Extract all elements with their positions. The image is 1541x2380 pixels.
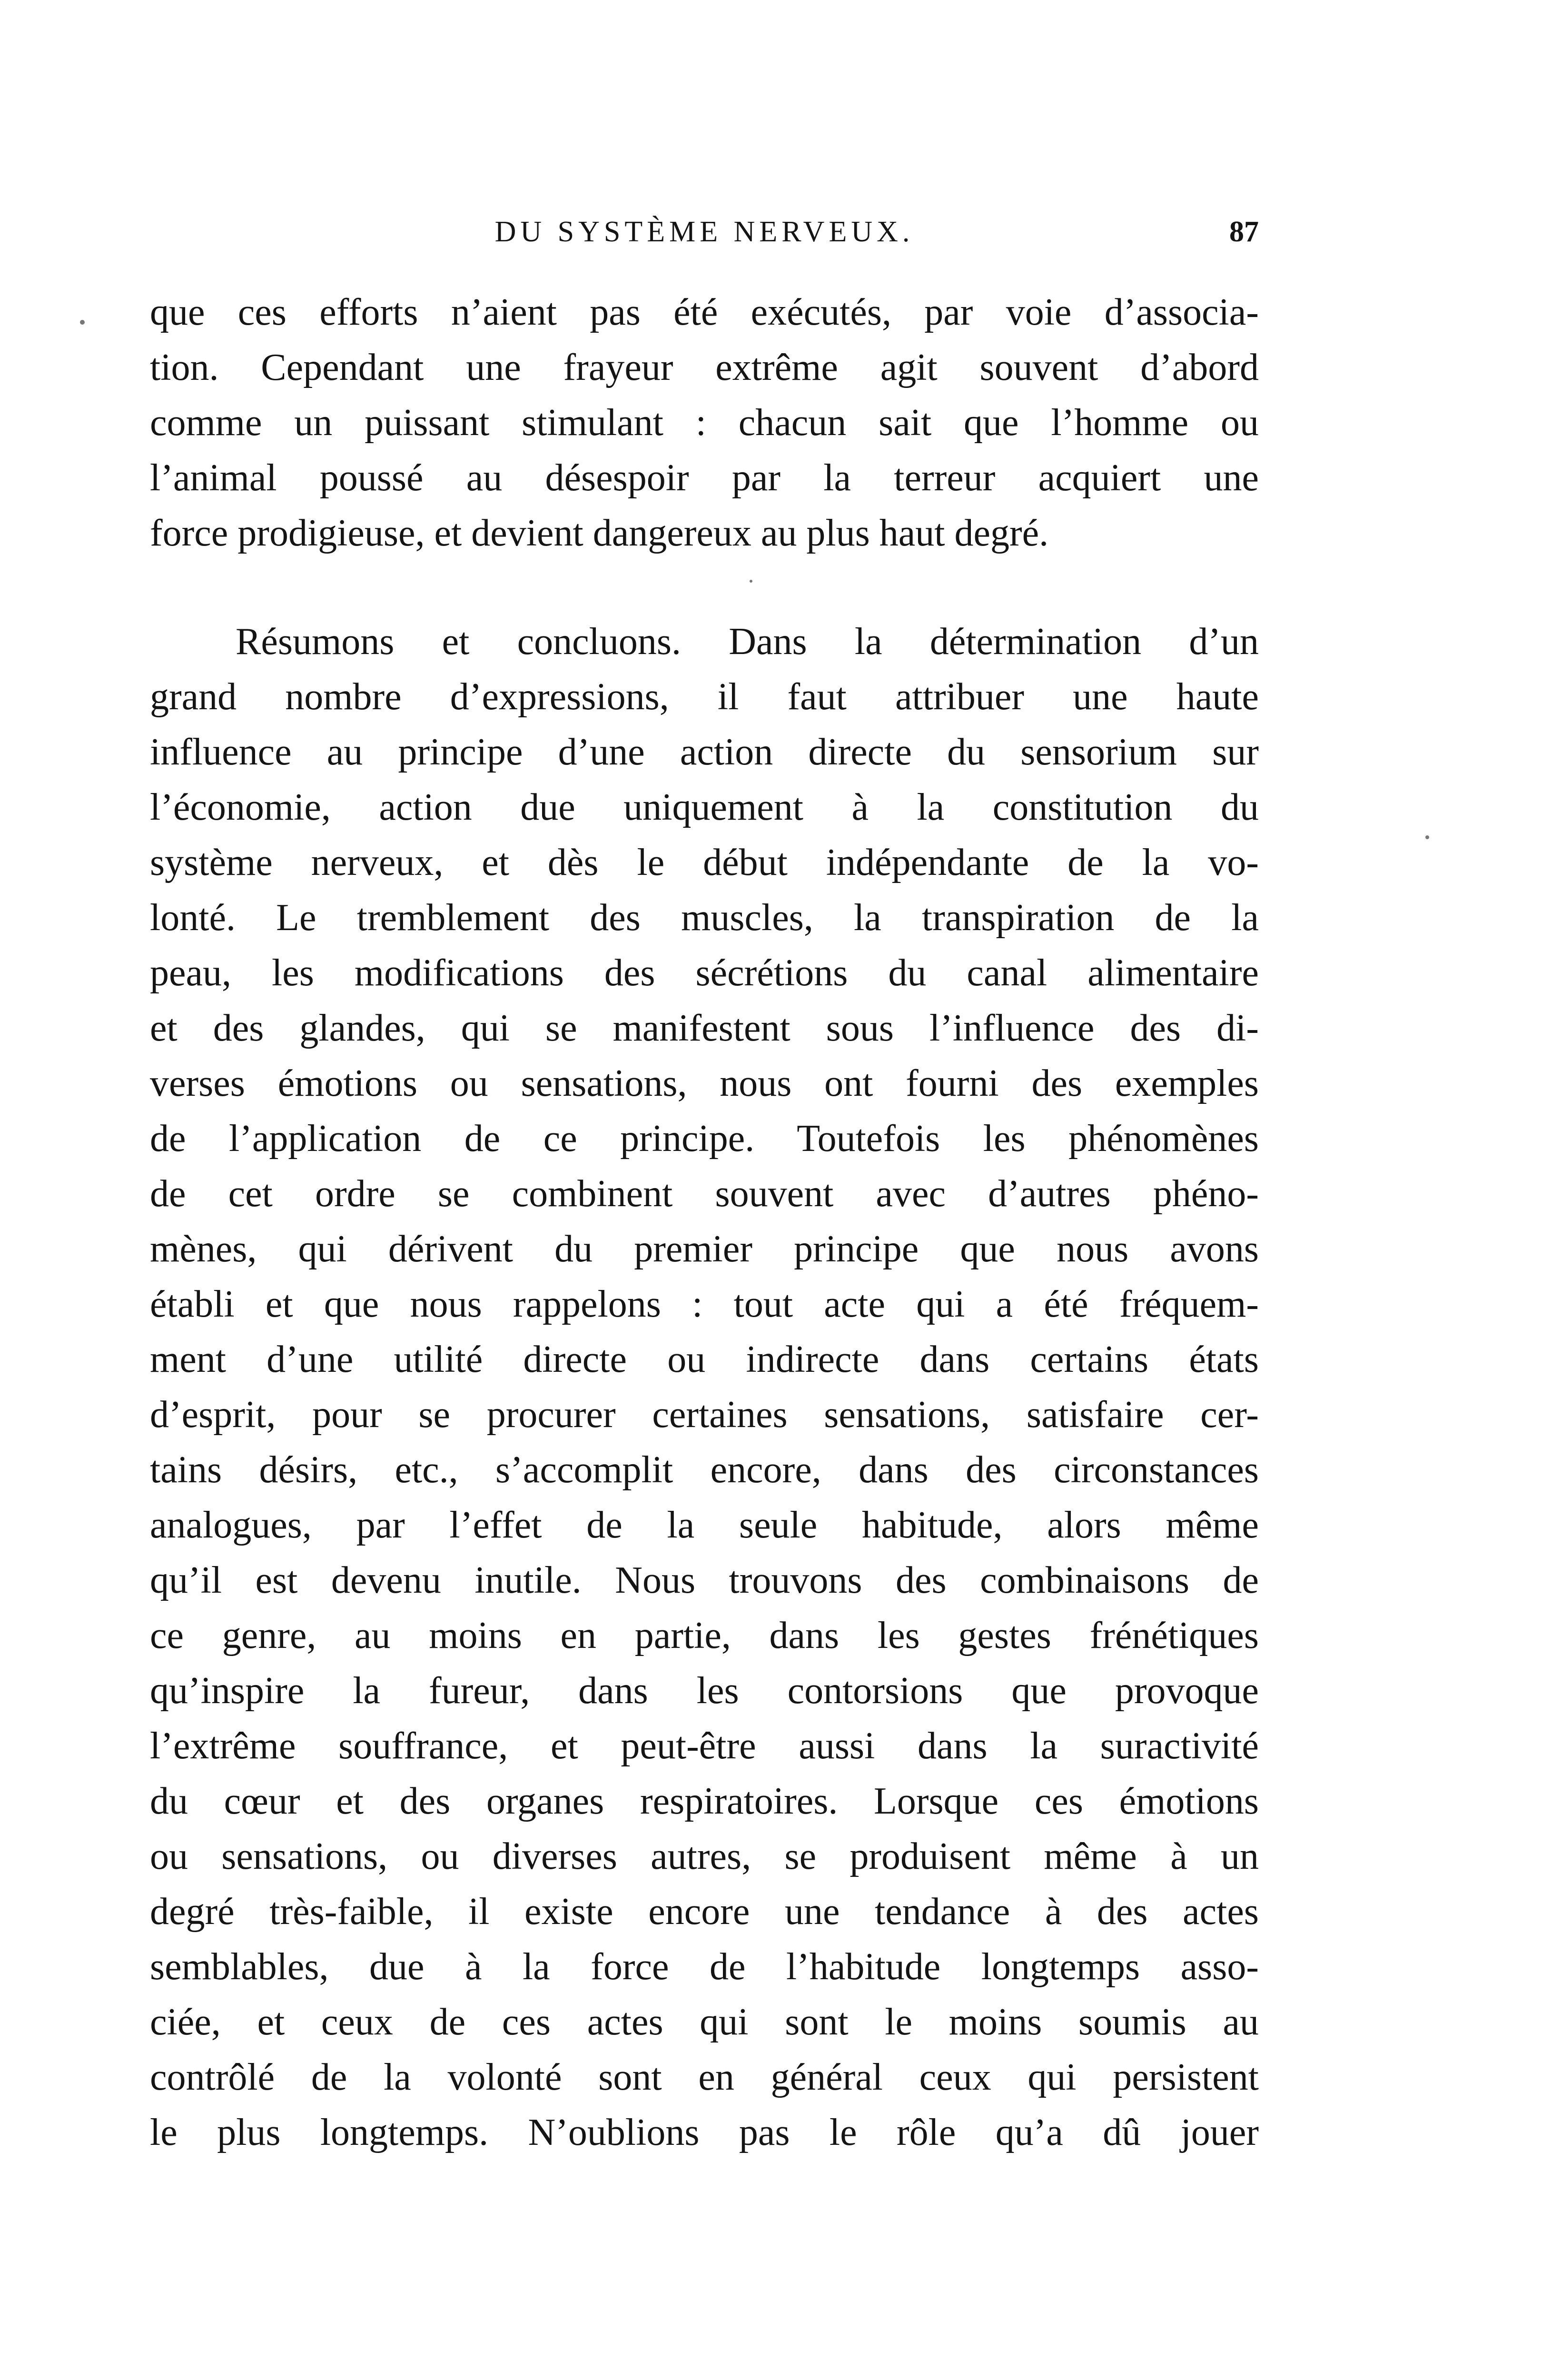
- text-line: ment d’une utilité directe ou indirecte dans certains états: [150, 1339, 1259, 1380]
- scan-speck: [1425, 835, 1429, 839]
- text-line: l’économie, action due uniquement à la constitution du: [150, 786, 1259, 828]
- text-line: peau, les modifications des sécrétions du canal alimentaire: [150, 952, 1259, 994]
- text-line: verses émotions ou sensations, nous ont fourni des exemples: [150, 1062, 1259, 1104]
- text-line: degré très-faible, il existe encore une tendance à des actes: [150, 1891, 1259, 1933]
- running-head: [150, 210, 1259, 253]
- text-line: ciée, et ceux de ces actes qui sont le moins soumis au: [150, 2001, 1259, 2043]
- text-line: l’animal poussé au désespoir par la terreur acquiert une: [150, 457, 1259, 499]
- page-number: 87: [1229, 216, 1259, 248]
- text-line: force prodigieuse, et devient dangereux au plus haut degré.: [150, 512, 1049, 554]
- text-line: tion. Cependant une frayeur extrême agit souvent d’abord: [150, 347, 1259, 388]
- text-line: qu’inspire la fureur, dans les contorsions que provoque: [150, 1670, 1259, 1712]
- scan-speck: [750, 580, 752, 583]
- text-line: l’extrême souffrance, et peut-être aussi dans la suractivité: [150, 1725, 1259, 1767]
- text-line: comme un puissant stimulant : chacun sait que l’homme ou: [150, 402, 1259, 444]
- text-line: mènes, qui dérivent du premier principe que nous avons: [150, 1228, 1259, 1270]
- paragraph-continuation: [150, 285, 1259, 561]
- text-line: grand nombre d’expressions, il faut attribuer une haute: [150, 676, 1259, 718]
- text-line: d’esprit, pour se procurer certaines sensations, satisfaire cer-: [150, 1394, 1259, 1436]
- text-line: semblables, due à la force de l’habitude longtemps asso-: [150, 1946, 1259, 1988]
- paragraph-summary: [150, 614, 1259, 2160]
- text-line: le plus longtemps. N’oublions pas le rôle qu’a dû jouer: [150, 2112, 1259, 2153]
- text-line: ce genre, au moins en partie, dans les gestes frénétiques: [150, 1615, 1259, 1656]
- text-line: analogues, par l’effet de la seule habitude, alors même: [150, 1504, 1259, 1546]
- text-line: de l’application de ce principe. Toutefois les phénomènes: [150, 1118, 1259, 1160]
- text-line: et des glandes, qui se manifestent sous l’influence des di-: [150, 1007, 1259, 1049]
- text-line: du cœur et des organes respiratoires. Lorsque ces émotions: [150, 1780, 1259, 1822]
- running-title: DU SYSTÈME NERVEUX.: [494, 216, 914, 248]
- text-line: Résumons et concluons. Dans la détermination d’un: [236, 621, 1259, 663]
- text-line: que ces efforts n’aient pas été exécutés, par voie d’associa-: [150, 291, 1259, 333]
- text-line: influence au principe d’une action directe du sensorium sur: [150, 731, 1259, 773]
- scan-speck: [80, 320, 85, 325]
- text-line: établi et que nous rappelons : tout acte qui a été fréquem-: [150, 1283, 1259, 1325]
- text-line: de cet ordre se combinent souvent avec d’autres phéno-: [150, 1173, 1259, 1215]
- text-line: contrôlé de la volonté sont en général ceux qui persistent: [150, 2056, 1259, 2098]
- text-line: qu’il est devenu inutile. Nous trouvons des combinaisons de: [150, 1559, 1259, 1601]
- text-line: lonté. Le tremblement des muscles, la transpiration de la: [150, 897, 1259, 939]
- text-line: tains désirs, etc., s’accomplit encore, dans des circonstances: [150, 1449, 1259, 1491]
- text-line: système nerveux, et dès le début indépendante de la vo-: [150, 842, 1259, 883]
- text-line: ou sensations, ou diverses autres, se produisent même à un: [150, 1835, 1259, 1877]
